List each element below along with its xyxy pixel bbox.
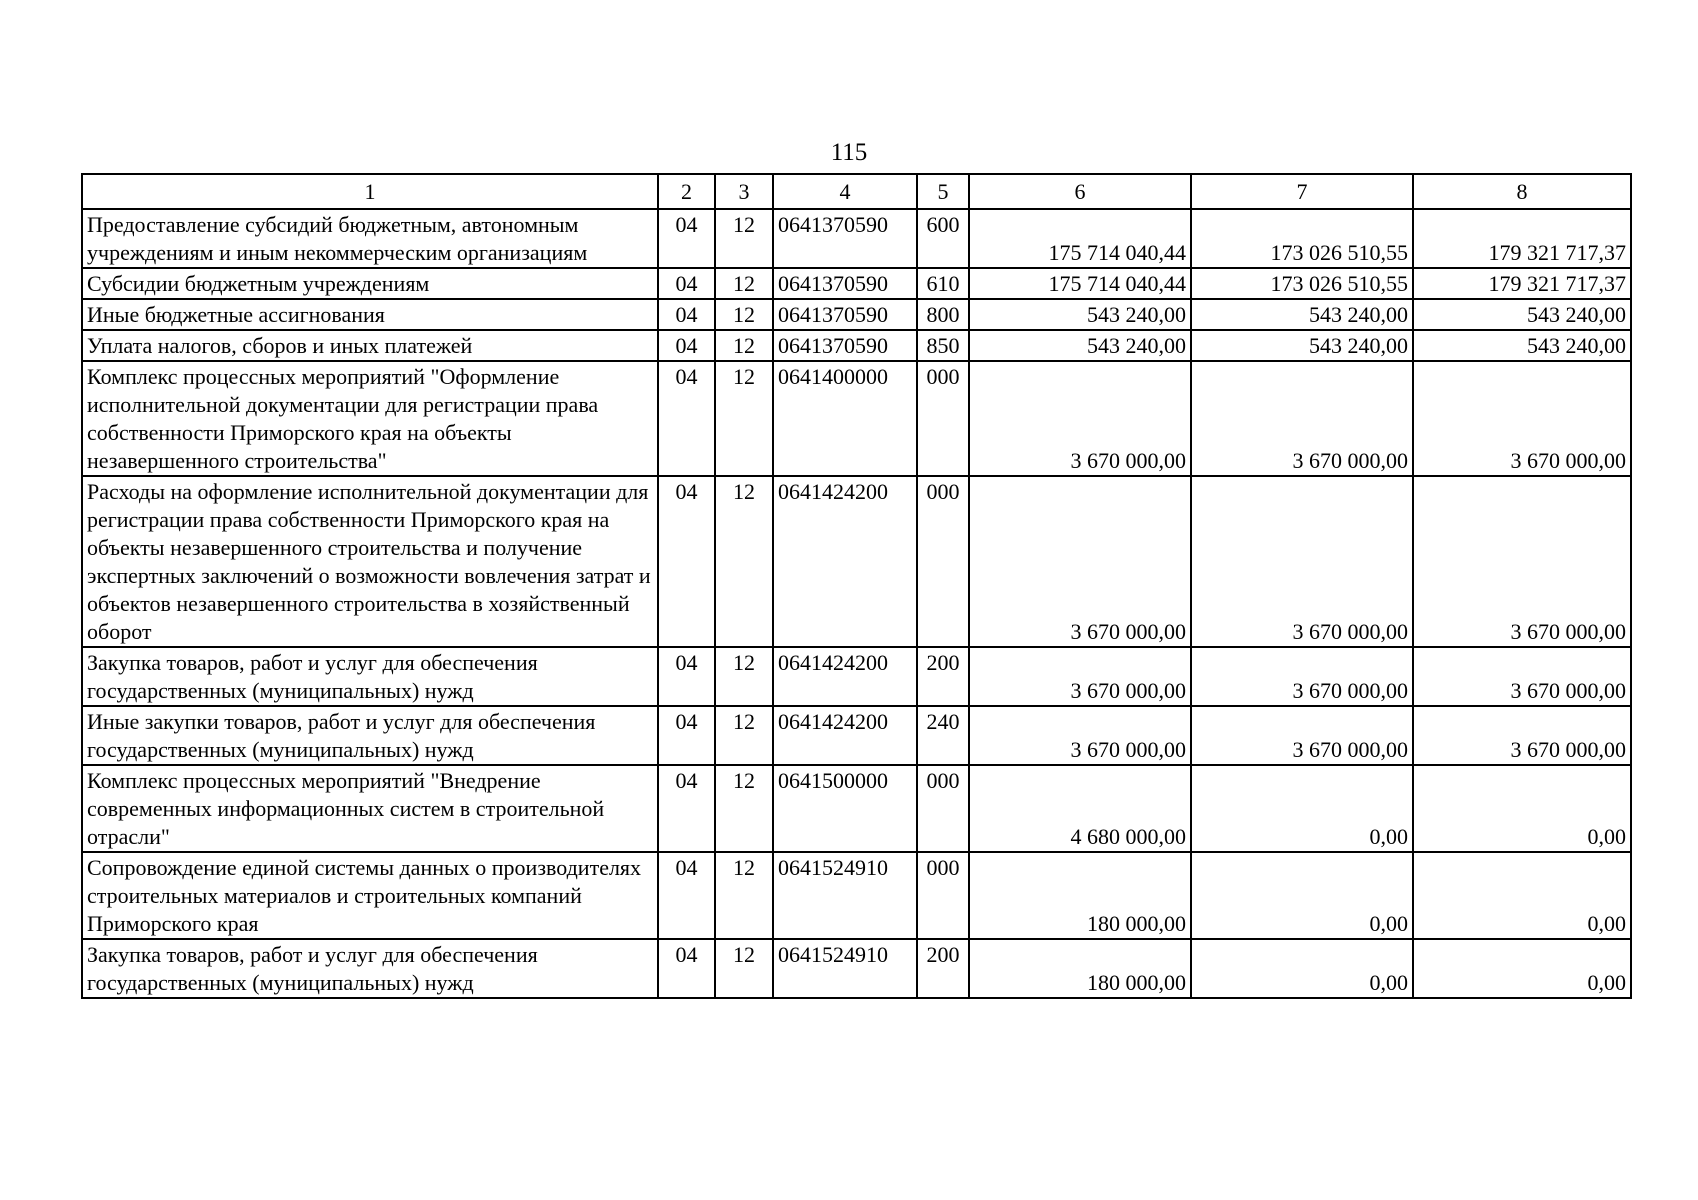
item-name: Иные закупки товаров, работ и услуг для обеспечения государственных (муниципальных) нужд [82, 706, 658, 765]
section-code: 04 [658, 268, 715, 299]
subsection-code: 12 [715, 268, 773, 299]
amount-column-7: 3 670 000,00 [1191, 361, 1413, 476]
subsection-code: 12 [715, 647, 773, 706]
amount-column-8: 3 670 000,00 [1413, 476, 1631, 647]
section-code: 04 [658, 706, 715, 765]
table-row [82, 268, 1631, 299]
item-name: Закупка товаров, работ и услуг для обеспечения государственных (муниципальных) нужд [82, 647, 658, 706]
target-article-code: 0641500000 [773, 765, 917, 852]
amount-column-6: 4 680 000,00 [969, 765, 1191, 852]
item-name: Уплата налогов, сборов и иных платежей [82, 330, 658, 361]
amount-column-8: 3 670 000,00 [1413, 647, 1631, 706]
item-name: Комплекс процессных мероприятий "Внедрение современных информационных систем в строительной отрасли" [82, 765, 658, 852]
table-body [82, 174, 1631, 998]
target-article-code: 0641400000 [773, 361, 917, 476]
amount-column-7: 543 240,00 [1191, 299, 1413, 330]
target-article-code: 0641370590 [773, 268, 917, 299]
item-name: Субсидии бюджетным учреждениям [82, 268, 658, 299]
amount-column-7: 0,00 [1191, 939, 1413, 998]
target-article-code: 0641424200 [773, 476, 917, 647]
amount-column-8: 543 240,00 [1413, 299, 1631, 330]
expense-type-code: 200 [917, 939, 969, 998]
amount-column-6: 543 240,00 [969, 299, 1191, 330]
budget-table [81, 173, 1632, 999]
section-code: 04 [658, 647, 715, 706]
target-article-code: 0641370590 [773, 330, 917, 361]
section-code: 04 [658, 939, 715, 998]
amount-column-7: 3 670 000,00 [1191, 706, 1413, 765]
subsection-code: 12 [715, 209, 773, 268]
target-article-code: 0641424200 [773, 647, 917, 706]
section-code: 04 [658, 765, 715, 852]
section-code: 04 [658, 361, 715, 476]
column-header: 4 [773, 174, 917, 209]
header-row [82, 174, 1631, 209]
amount-column-6: 180 000,00 [969, 852, 1191, 939]
section-code: 04 [658, 330, 715, 361]
table-row [82, 852, 1631, 939]
page-number: 115 [830, 139, 868, 166]
amount-column-8: 0,00 [1413, 852, 1631, 939]
column-header: 6 [969, 174, 1191, 209]
table-row [82, 330, 1631, 361]
section-code: 04 [658, 476, 715, 647]
amount-column-6: 175 714 040,44 [969, 209, 1191, 268]
column-header: 7 [1191, 174, 1413, 209]
amount-column-6: 3 670 000,00 [969, 476, 1191, 647]
subsection-code: 12 [715, 361, 773, 476]
amount-column-6: 180 000,00 [969, 939, 1191, 998]
amount-column-8: 543 240,00 [1413, 330, 1631, 361]
subsection-code: 12 [715, 476, 773, 647]
section-code: 04 [658, 209, 715, 268]
target-article-code: 0641370590 [773, 209, 917, 268]
amount-column-6: 175 714 040,44 [969, 268, 1191, 299]
amount-column-8: 0,00 [1413, 765, 1631, 852]
column-header: 8 [1413, 174, 1631, 209]
item-name: Комплекс процессных мероприятий "Оформление исполнительной документации для регистрации права собственности Приморского края на объекты незавершенного строительства" [82, 361, 658, 476]
expense-type-code: 200 [917, 647, 969, 706]
column-header: 3 [715, 174, 773, 209]
table-row [82, 765, 1631, 852]
expense-type-code: 800 [917, 299, 969, 330]
item-name: Иные бюджетные ассигнования [82, 299, 658, 330]
amount-column-8: 3 670 000,00 [1413, 361, 1631, 476]
expense-type-code: 240 [917, 706, 969, 765]
amount-column-8: 0,00 [1413, 939, 1631, 998]
subsection-code: 12 [715, 706, 773, 765]
column-header: 1 [82, 174, 658, 209]
amount-column-7: 173 026 510,55 [1191, 209, 1413, 268]
amount-column-7: 0,00 [1191, 765, 1413, 852]
table-row [82, 939, 1631, 998]
amount-column-7: 3 670 000,00 [1191, 647, 1413, 706]
table-row [82, 476, 1631, 647]
item-name: Предоставление субсидий бюджетным, автономным учреждениям и иным некоммерческим организациям [82, 209, 658, 268]
subsection-code: 12 [715, 939, 773, 998]
target-article-code: 0641370590 [773, 299, 917, 330]
amount-column-7: 543 240,00 [1191, 330, 1413, 361]
expense-type-code: 610 [917, 268, 969, 299]
table-row [82, 361, 1631, 476]
target-article-code: 0641524910 [773, 852, 917, 939]
expense-type-code: 850 [917, 330, 969, 361]
amount-column-7: 173 026 510,55 [1191, 268, 1413, 299]
column-header: 2 [658, 174, 715, 209]
target-article-code: 0641524910 [773, 939, 917, 998]
expense-type-code: 000 [917, 852, 969, 939]
amount-column-6: 3 670 000,00 [969, 647, 1191, 706]
expense-type-code: 000 [917, 765, 969, 852]
amount-column-6: 3 670 000,00 [969, 361, 1191, 476]
expense-type-code: 000 [917, 476, 969, 647]
amount-column-7: 0,00 [1191, 852, 1413, 939]
amount-column-6: 543 240,00 [969, 330, 1191, 361]
item-name: Закупка товаров, работ и услуг для обеспечения государственных (муниципальных) нужд [82, 939, 658, 998]
expense-type-code: 000 [917, 361, 969, 476]
table-row [82, 209, 1631, 268]
target-article-code: 0641424200 [773, 706, 917, 765]
table-row [82, 299, 1631, 330]
table-row [82, 647, 1631, 706]
amount-column-6: 3 670 000,00 [969, 706, 1191, 765]
item-name: Сопровождение единой системы данных о производителях строительных материалов и строительных компаний Приморского края [82, 852, 658, 939]
subsection-code: 12 [715, 765, 773, 852]
subsection-code: 12 [715, 299, 773, 330]
amount-column-8: 3 670 000,00 [1413, 706, 1631, 765]
column-header: 5 [917, 174, 969, 209]
subsection-code: 12 [715, 330, 773, 361]
expense-type-code: 600 [917, 209, 969, 268]
item-name: Расходы на оформление исполнительной документации для регистрации права собственности Приморского края на объекты незавершенного строительства и получение экспертных заключений о возможности вовлечения затрат и объектов незавершенного строительства в хозяйственный оборот [82, 476, 658, 647]
amount-column-7: 3 670 000,00 [1191, 476, 1413, 647]
amount-column-8: 179 321 717,37 [1413, 209, 1631, 268]
section-code: 04 [658, 852, 715, 939]
amount-column-8: 179 321 717,37 [1413, 268, 1631, 299]
table-row [82, 706, 1631, 765]
subsection-code: 12 [715, 852, 773, 939]
section-code: 04 [658, 299, 715, 330]
